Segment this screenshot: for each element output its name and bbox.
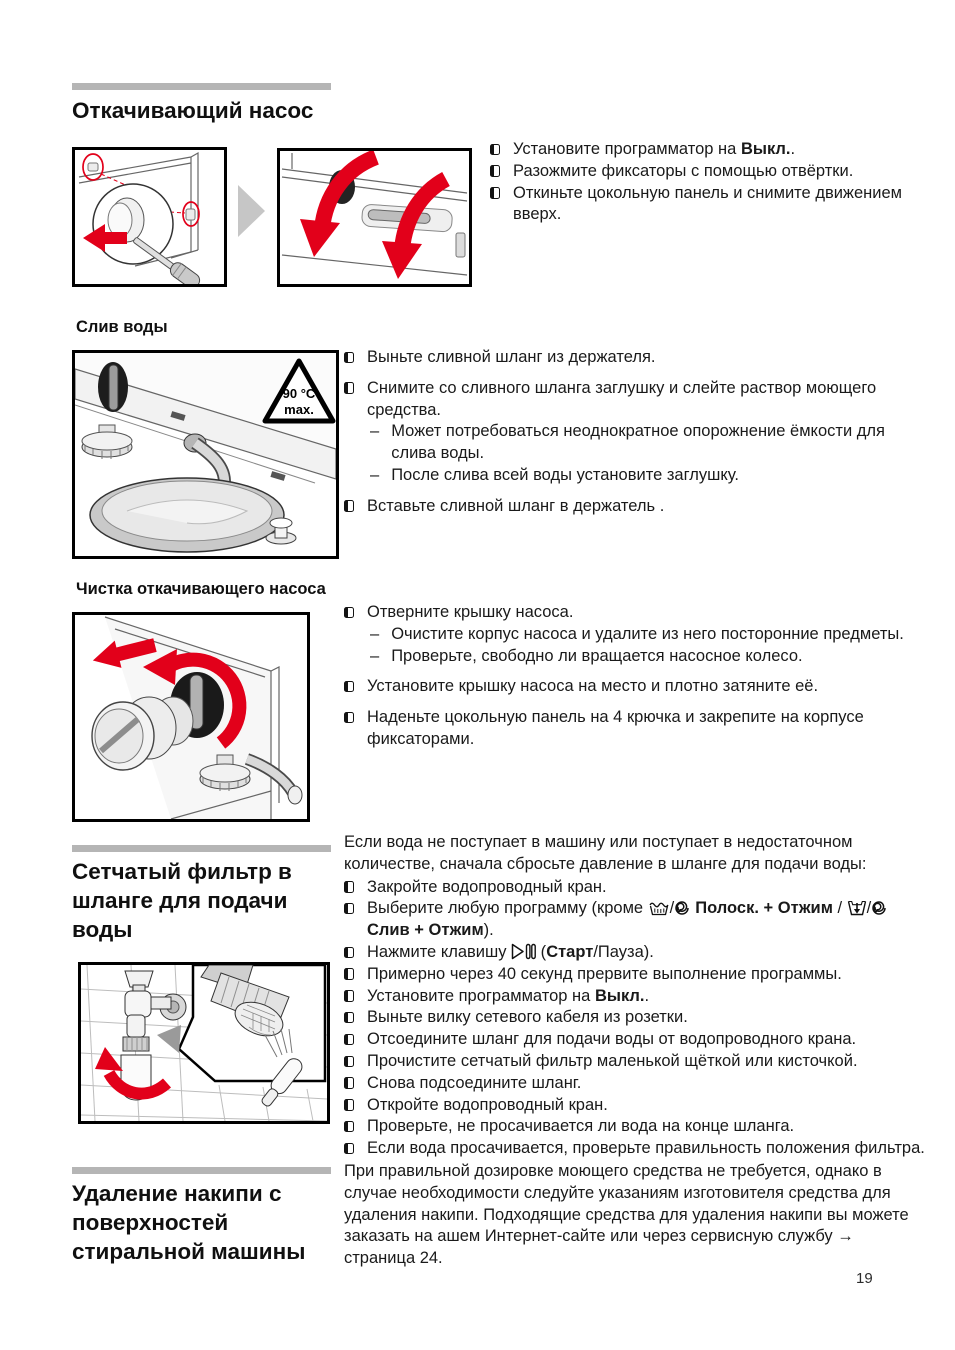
step-text [367, 986, 929, 1008]
checkbox-bullet-icon [344, 1121, 354, 1133]
checkbox-bullet-icon [344, 382, 354, 394]
instruction-step [344, 378, 929, 487]
step-text: Наденьте цокольную панель на 4 крючка и закрепите на корпусе фиксаторами. [367, 708, 864, 748]
checkbox-bullet-icon [344, 903, 354, 915]
step-text [513, 139, 915, 161]
figure-inlet-filter [78, 962, 330, 1124]
side-tab [456, 233, 465, 257]
pump-cleaning-illustration [75, 615, 307, 819]
step-text: Отсоедините шланг для подачи воды от водопроводного крана. [367, 1030, 857, 1049]
step-text [367, 378, 929, 487]
figure-clip-release [72, 147, 227, 287]
instruction-step [344, 986, 929, 1008]
instruction-step [344, 1095, 929, 1117]
step-text: Вставьте сливной шланг в держатель . [367, 496, 665, 515]
step-text-fragment: Снимите со сливного шланга заглушку и слейте раствор моющего средства. [367, 378, 877, 419]
instruction-step [490, 183, 915, 227]
section-divider-bar [72, 1167, 331, 1174]
instruction-substep [367, 624, 934, 646]
instruction-step [344, 602, 934, 667]
instruction-substep [367, 465, 929, 487]
checkbox-bullet-icon [490, 187, 500, 199]
subsection-title-drain-water: Слив воды [76, 318, 168, 336]
step-text: Выньте вилку сетевого кабеля из розетки. [367, 1008, 688, 1027]
step-text-bold: Старт [546, 942, 594, 961]
clip-release-illustration [75, 150, 224, 284]
instruction-step [490, 161, 915, 183]
step-text-fragment: Установите программатор на [367, 986, 595, 1005]
spin-program-icon [674, 900, 690, 916]
drain-program-icon [847, 900, 867, 916]
instruction-step [344, 1116, 929, 1138]
instruction-step [344, 877, 929, 899]
start-pause-icon [511, 943, 536, 960]
substep-text: Может потребоваться неоднократное опорожнение ёмкости для слива воды. [391, 422, 885, 463]
step-text: Проверьте, не просачивается ли вода на конце шланга. [367, 1117, 795, 1136]
instruction-step [344, 1138, 929, 1160]
instruction-substep [367, 421, 929, 465]
pump-cleaning-steps [344, 602, 934, 751]
section-divider-bar [72, 83, 331, 90]
step-text-fragment: . [790, 140, 796, 158]
title-line: поверхностей [72, 1210, 229, 1235]
instruction-step [344, 1007, 929, 1029]
step-text-bold: Полоск. + Отжим [695, 899, 833, 918]
water-drain-illustration [75, 353, 336, 556]
checkbox-bullet-icon [344, 1099, 354, 1111]
checkbox-bullet-icon [344, 1012, 354, 1024]
clip-left [88, 163, 98, 171]
checkbox-bullet-icon [490, 144, 500, 156]
section-title-descaling [72, 1179, 362, 1266]
instruction-substep [367, 646, 934, 668]
step-text: Прочистите сетчатый фильтр маленькой щёткой или кисточкой. [367, 1051, 858, 1070]
checkbox-bullet-icon [344, 712, 354, 724]
intro-paragraph: Если вода не поступает в машину или поступает в недостаточном количестве, сначала сбросьте давление в шланге для подачи воды: [344, 833, 867, 873]
step-text-fragment: / [669, 899, 675, 918]
step-text-fragment: ). [483, 921, 494, 940]
step-text-bold: Слив + Отжим [367, 921, 484, 940]
step-text-fragment: /Пауза). [593, 942, 654, 961]
checkbox-bullet-icon [344, 947, 354, 959]
svg-text:90 °C: 90 °C [282, 386, 316, 401]
title-line: стиральной машины [72, 1239, 306, 1264]
step-text [367, 602, 934, 667]
title-line: шланге для подачи [72, 888, 288, 913]
checkbox-bullet-icon [344, 352, 354, 364]
step-text-bold: Выкл. [594, 986, 645, 1005]
step-text: Закройте водопроводный кран. [367, 877, 607, 896]
checkbox-bullet-icon [344, 1077, 354, 1089]
instruction-step [344, 707, 934, 751]
dash-bullet: – [370, 646, 380, 665]
step-text: Установите крышку насоса на место и плотно затяните её. [367, 677, 819, 696]
rinse-program-icon [648, 899, 670, 916]
checkbox-bullet-icon [344, 500, 354, 512]
checkbox-bullet-icon [344, 1034, 354, 1046]
step-text: Снова подсоедините шланг. [367, 1073, 582, 1092]
magnify-pointer [157, 1025, 181, 1053]
section-divider-bar [72, 845, 331, 852]
descaling-paragraph: При правильной дозировке моющего средства не требуется, однако в случае необходимости следуйте указаниям изготовителя средства для удаления накипи. Подходящие средства для удаления накипи вы можете заказать на ашем Интернет-сайте или через сервисную службу → страница 24. [344, 1162, 909, 1268]
instruction-step [344, 942, 929, 964]
checkbox-bullet-icon [490, 165, 500, 177]
instruction-step [344, 1073, 929, 1095]
step-text-fragment: Выберите любую программу (кроме [367, 899, 648, 918]
step-text-fragment: . [644, 986, 650, 1005]
title-line: Удаление накипи с [72, 1181, 282, 1206]
substep-text: Проверьте, свободно ли вращается насосное колесо. [391, 646, 803, 665]
step-text-fragment: Отверните крышку насоса. [367, 603, 574, 621]
step-text: Откройте водопроводный кран. [367, 1095, 608, 1114]
step-text: Выньте сливной шланг из держателя. [367, 348, 656, 366]
checkbox-bullet-icon [344, 990, 354, 1002]
instruction-step [344, 1029, 929, 1051]
step-text: Откиньте цокольную панель и снимите движением вверх. [513, 183, 902, 224]
pump-access-steps [490, 139, 915, 226]
checkbox-bullet-icon [344, 1143, 354, 1155]
step-text-fragment: / [866, 899, 872, 918]
checkbox-bullet-icon [344, 968, 354, 980]
base-panel-removal-illustration [280, 151, 469, 284]
drain-tray [90, 478, 284, 552]
checkbox-bullet-icon [344, 681, 354, 693]
drain-water-steps [344, 347, 929, 518]
inlet-filter-cleaning-illustration [81, 965, 327, 1121]
step-text-fragment: Нажмите клавишу [367, 942, 512, 961]
inlet-filter-content [344, 832, 929, 1160]
step-text-fragment: / [832, 899, 847, 918]
spin-program-icon [871, 900, 887, 916]
step-text: Разожмите фиксаторы с помощью отвёртки. [513, 161, 854, 180]
instruction-step [344, 347, 929, 369]
checkbox-bullet-icon [344, 607, 354, 619]
step-text [367, 898, 929, 942]
instruction-step [490, 139, 915, 161]
dash-bullet: – [370, 422, 380, 441]
dash-bullet: – [370, 465, 380, 484]
title-line: воды [72, 917, 133, 942]
step-text: Примерно через 40 секунд прервите выполнение программы. [367, 964, 842, 983]
title-line: Сетчатый фильтр в [72, 859, 292, 884]
step-text-bold: Выкл. [740, 140, 791, 158]
instruction-step [344, 1051, 929, 1073]
page-number: 19 [856, 1270, 873, 1287]
leveling-foot [82, 425, 132, 459]
svg-text:max.: max. [284, 402, 314, 417]
instruction-step [344, 496, 929, 518]
clip-right [186, 209, 195, 220]
dash-bullet: – [370, 624, 380, 643]
step-text [367, 942, 929, 964]
step-text-fragment: Установите программатор на [513, 140, 741, 158]
checkbox-bullet-icon [344, 1056, 354, 1068]
section-title-inlet-filter [72, 857, 362, 944]
step-text: Если вода просачивается, проверьте правильность положения фильтра. [367, 1139, 925, 1158]
figure-pump-cleaning [72, 612, 310, 822]
instruction-step [344, 898, 929, 942]
figure-drain-water [72, 350, 339, 559]
next-step-arrow-icon [238, 185, 265, 237]
substep-text: Очистите корпус насоса и удалите из него посторонние предметы. [391, 624, 904, 643]
instruction-step [344, 964, 929, 986]
substep-text: После слива всей воды установите заглушку. [391, 465, 739, 484]
figure-panel-removal [277, 148, 472, 287]
subsection-title-pump-cleaning: Чистка откачивающего насоса [76, 580, 326, 598]
step-text-fragment: ( [536, 942, 547, 961]
section-title-pump: Откачивающий насос [72, 98, 314, 123]
checkbox-bullet-icon [344, 881, 354, 893]
instruction-step [344, 676, 934, 698]
